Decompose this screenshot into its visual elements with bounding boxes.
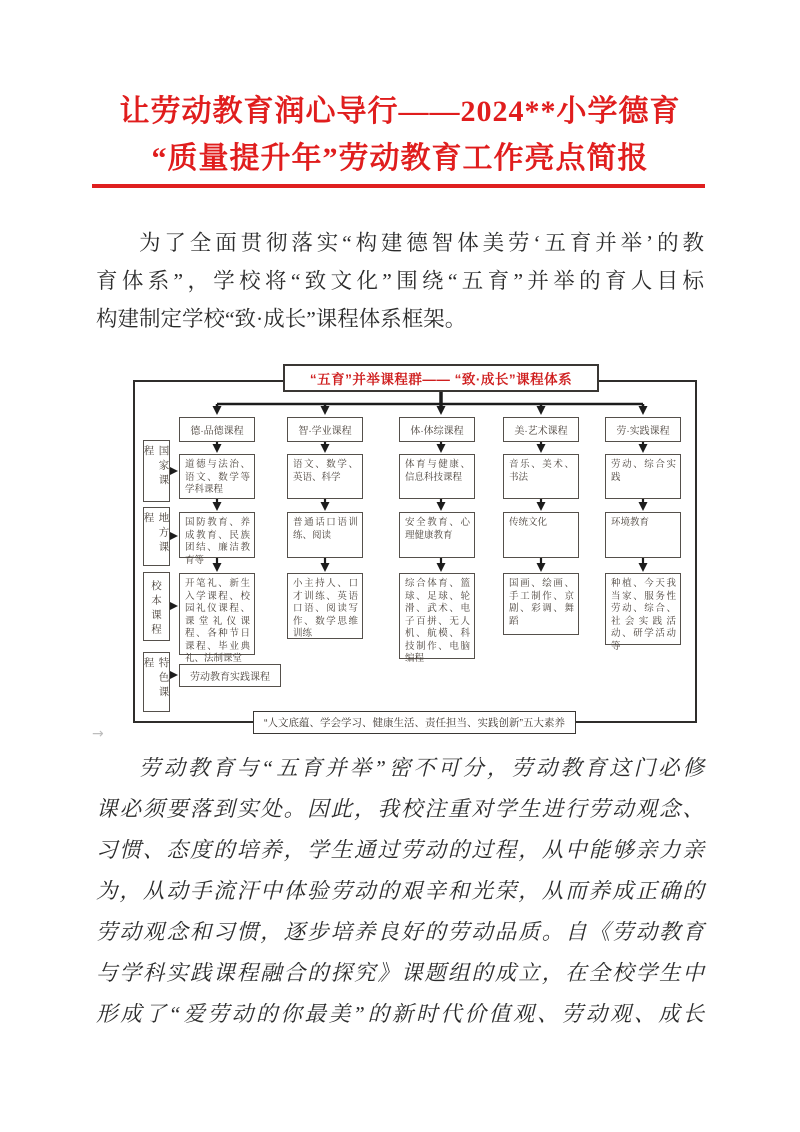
row-label-national: 国家课程 [143, 440, 170, 502]
paragraph-1 [96, 224, 704, 338]
row-label-local: 地方课程 [143, 507, 170, 566]
diagram-title: “五育”并举课程群—— “致·成长”课程体系 [283, 364, 599, 392]
diagram-cell: 小主持人、口才训练、英语口语、阅读写作、数学思维训练 [287, 573, 363, 639]
diagram-cell: 道德与法治、语文、数学等学科课程 [179, 454, 255, 499]
diagram-cell: 传统文化 [503, 512, 579, 558]
title-underline [92, 184, 705, 188]
diagram-cell: 音乐、美术、书法 [503, 454, 579, 499]
featured-course-cell: 劳动教育实践课程 [179, 664, 281, 687]
column-header-lao: 劳·实践课程 [605, 417, 681, 442]
paragraph-line: 为，从动手流汗中体验劳动的艰辛和光荣，从而养成正确的 [96, 879, 704, 903]
paragraph-line: 课必须要落到实处。因此，我校注重对学生进行劳动观念、 [96, 797, 704, 821]
title-line-1: 让劳动教育润心导行——2024**小学德育 [119, 95, 681, 128]
diagram-cell: 综合体育、篮球、足球、轮滑、武术、电子百拼、无人机、航模、科技制作、电脑编程 [399, 573, 475, 659]
diagram-cell: 环境教育 [605, 512, 681, 558]
paragraph-line: 形成了“爱劳动的你最美”的新时代价值观、劳动观、成长 [96, 1002, 704, 1026]
diagram-cell: 国画、绘画、手工制作、京剧、彩调、舞蹈 [503, 573, 579, 635]
column-header-ti: 体·体综课程 [399, 417, 475, 442]
row-label-featured: 特色课程 [143, 652, 170, 712]
diagram-cell: 语文、数学、英语、科学 [287, 454, 363, 499]
paragraph-line: 为了全面贯彻落实“构建德智体美劳‘五育并举’的教 [139, 231, 704, 255]
document-title [0, 88, 800, 182]
diagram-cell: 开笔礼、新生入学课程、校园礼仪课程、课堂礼仪课程、各种节日课程、毕业典礼、法制课堂 [179, 573, 255, 655]
diagram-cell: 种植、今天我当家、服务性劳动、综合、社会实践活动、研学活动等 [605, 573, 681, 645]
diagram-cell: 国防教育、养成教育、民族团结、廉洁教育等 [179, 512, 255, 558]
paragraph-line: 育体系”，学校将“致文化”围绕“五育”并举的育人目标 [96, 269, 704, 293]
curriculum-diagram [133, 364, 697, 734]
paragraph-line: 劳动观念和习惯，逐步培养良好的劳动品质。自《劳动教育 [96, 920, 704, 944]
column-header-de: 德·品德课程 [179, 417, 255, 442]
paragraph-line: 习惯、态度的培养，学生通过劳动的过程，从中能够亲力亲 [96, 838, 704, 862]
paragraph-line: 与学科实践课程融合的探究》课题组的成立，在全校学生中 [96, 961, 704, 985]
paragraph-2 [96, 748, 704, 1035]
column-header-zhi: 智·学业课程 [287, 417, 363, 442]
anchor-mark: → [92, 726, 104, 742]
column-header-mei: 美·艺术课程 [503, 417, 579, 442]
diagram-cell: 体育与健康、信息科技课程 [399, 454, 475, 499]
row-label-school: 校本课程 [143, 572, 170, 641]
diagram-cell: 安全教育、心理健康教育 [399, 512, 475, 558]
diagram-cell: 劳动、综合实践 [605, 454, 681, 499]
five-competencies-banner: “人文底蕴、学会学习、健康生活、责任担当、实践创新”五大素养 [253, 711, 576, 734]
paragraph-line: 构建制定学校“致·成长”课程体系框架。 [96, 307, 467, 331]
paragraph-line: 劳动教育与“五育并举”密不可分，劳动教育这门必修 [139, 756, 704, 780]
title-line-2: “质量提升年”劳动教育工作亮点简报 [151, 142, 649, 175]
diagram-cell: 普通话口语训练、阅读 [287, 512, 363, 558]
